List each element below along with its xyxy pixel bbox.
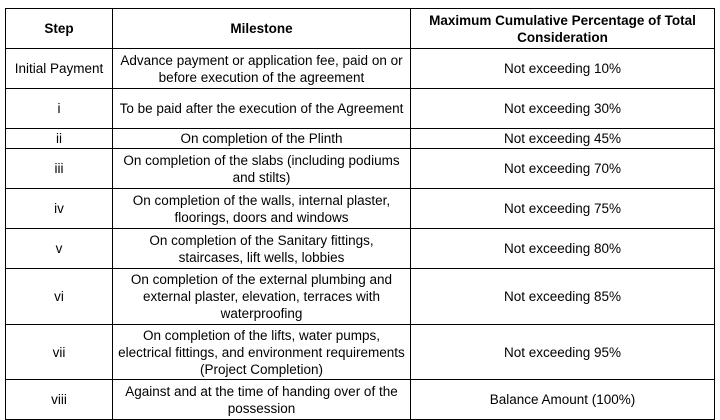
table-row	[6, 49, 715, 89]
step-cell: vii	[6, 325, 113, 380]
table-row	[6, 325, 715, 380]
step-cell: ii	[6, 129, 113, 149]
percentage-cell: Not exceeding 30%	[411, 89, 715, 129]
step-cell: vi	[6, 269, 113, 325]
milestone-cell: On completion of the Plinth	[113, 129, 411, 149]
percentage-cell: Not exceeding 70%	[411, 149, 715, 189]
percentage-cell: Not exceeding 75%	[411, 189, 715, 229]
header-milestone: Milestone	[113, 9, 411, 49]
table-header-row	[6, 9, 715, 49]
table-row	[6, 129, 715, 149]
step-cell: viii	[6, 380, 113, 420]
percentage-cell: Not exceeding 10%	[411, 49, 715, 89]
payment-milestones-table	[5, 8, 715, 420]
percentage-cell: Not exceeding 95%	[411, 325, 715, 380]
percentage-cell: Not exceeding 85%	[411, 269, 715, 325]
step-cell: i	[6, 89, 113, 129]
step-cell: iii	[6, 149, 113, 189]
percentage-cell: Not exceeding 80%	[411, 229, 715, 269]
table-row	[6, 229, 715, 269]
header-percentage: Maximum Cumulative Percentage of Total Consideration	[411, 9, 715, 49]
percentage-cell: Not exceeding 45%	[411, 129, 715, 149]
milestone-cell: Against and at the time of handing over of the possession	[113, 380, 411, 420]
table-row	[6, 149, 715, 189]
table-row	[6, 89, 715, 129]
table-row	[6, 380, 715, 420]
milestone-cell: On completion of the lifts, water pumps, electrical fittings, and environment requirements (Project Completion)	[113, 325, 411, 380]
step-cell: iv	[6, 189, 113, 229]
milestone-cell: On completion of the external plumbing and external plaster, elevation, terraces with waterproofing	[113, 269, 411, 325]
milestone-cell: On completion of the slabs (including podiums and stilts)	[113, 149, 411, 189]
percentage-cell: Balance Amount (100%)	[411, 380, 715, 420]
milestone-cell: Advance payment or application fee, paid on or before execution of the agreement	[113, 49, 411, 89]
milestone-cell: On completion of the Sanitary fittings, staircases, lift wells, lobbies	[113, 229, 411, 269]
milestone-cell: On completion of the walls, internal plaster, floorings, doors and windows	[113, 189, 411, 229]
header-step: Step	[6, 9, 113, 49]
step-cell: Initial Payment	[6, 49, 113, 89]
table-row	[6, 269, 715, 325]
milestone-cell: To be paid after the execution of the Agreement	[113, 89, 411, 129]
step-cell: v	[6, 229, 113, 269]
table-row	[6, 189, 715, 229]
